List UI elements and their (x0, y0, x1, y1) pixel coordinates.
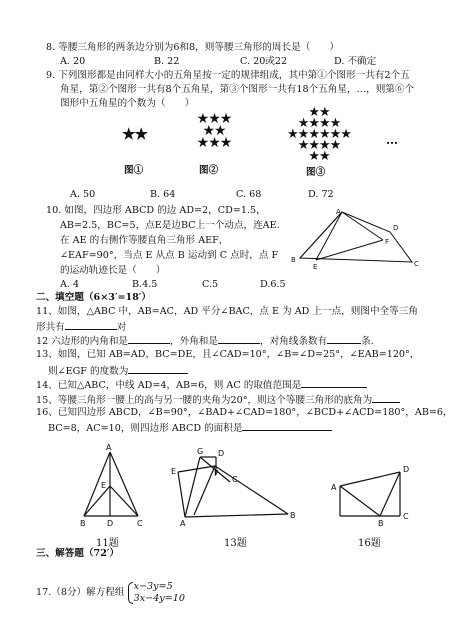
q10-point-d: D (393, 224, 399, 232)
q16-line2 (48, 421, 332, 435)
q13-answer-blank[interactable] (128, 364, 188, 374)
q13-line2 (48, 364, 188, 378)
fig11-caption: 11题 (96, 538, 119, 549)
q17-line (36, 580, 185, 606)
fig16-label-a: A (331, 483, 337, 492)
q10-line5: 的运动轨迹长是（ ） (60, 265, 166, 276)
q11-answer-blank[interactable] (65, 320, 117, 330)
q8-text: 8. 等腰三角形的两条边分别为6和8，则等腰三角形的周长是（ ） (46, 42, 340, 53)
q12-part-d: 条. (361, 336, 374, 347)
q16-line1: 16、已知四边形 ABCD，∠B=90°，∠BAD+∠CAD=180°，∠BCD+∠ACD=180°，AB=6， (36, 407, 453, 418)
fig16-label-d: D (403, 465, 410, 474)
q10-line3: 在 AE 的右侧作等腰直角三角形 AEF， (60, 235, 229, 246)
q10-option-a: A. 4 (60, 279, 80, 290)
q10-option-c: C.5 (202, 279, 219, 290)
q10-option-b: B.4.5 (132, 279, 158, 290)
q10-point-f: F (385, 238, 390, 246)
q8-option-b: B. 22 (154, 56, 180, 67)
q9-option-a: A. 50 (70, 189, 96, 200)
fig13-label-e: E (171, 467, 177, 476)
q15-answer-blank[interactable] (372, 393, 400, 403)
fig16-label-b: B (378, 519, 384, 528)
q12-part-c: ，对角线条数有 (259, 336, 328, 347)
q13-line2-text: 则∠EGF 的度数为 (48, 366, 129, 377)
fig13-label-c: C (232, 475, 238, 484)
q16-answer-blank[interactable] (242, 421, 332, 431)
fig16-caption: 16题 (358, 538, 381, 549)
q17-equation-2: 3x−4y=10 (133, 592, 185, 604)
q12-blank-1[interactable] (128, 334, 170, 344)
q9-option-c: C. 68 (236, 189, 262, 200)
q9-option-b: B. 64 (150, 189, 176, 200)
q17-equation-system (128, 581, 185, 605)
q9-line1: 9. 下列图形都是由同样大小的五角星按一定的规律组成，其中第①个图形一共有2个五 (46, 70, 410, 81)
q9-figure3-label: 图③ (306, 167, 326, 178)
fig11-label-b: B (80, 519, 86, 528)
fig13-label-f: F (214, 469, 219, 478)
q10-line2: AB=2.5，BC=5，点E是边BC上一个动点，连AE. (60, 220, 280, 231)
fig13-diagram (178, 457, 288, 517)
fig11-label-a: A (106, 443, 112, 452)
fig16-diagram (340, 472, 400, 516)
fig13-label-b: B (290, 511, 296, 520)
fig13-caption: 13题 (224, 538, 247, 549)
fig11-label-d: D (107, 519, 114, 528)
q12-blank-2[interactable] (218, 334, 260, 344)
q10-line4: ∠EAF=90°，当点 E 从点 B 运动到 C 点时，点 F (60, 250, 279, 261)
q11-line1: 11、如图，△ABC 中，AB=AC，AD 平分∠BAC，点 E 为 AD 上一点，则图中全等三角 (36, 306, 418, 317)
q9-option-d: D. 72 (308, 189, 334, 200)
q9-figure2-label: 图② (199, 165, 219, 176)
q10-point-a: A (336, 208, 341, 216)
q9-line2: 角星，第②个图形一共有8个五角星，第③个图形一共有18个五角星，…，则第⑥个 (60, 84, 415, 95)
fig11-label-c: C (137, 519, 143, 528)
section3-heading: 三、解答题（72′） (36, 548, 120, 559)
q11-line2-end: 对 (116, 322, 127, 333)
q9-line3: 图形中五角星的个数为（ ） (60, 98, 195, 109)
q12-part-b: ，外角和是 (170, 336, 218, 347)
q12-line (36, 334, 374, 348)
q8-option-c: C. 20或22 (240, 56, 288, 67)
q12-blank-3[interactable] (327, 334, 361, 344)
q9-figure1-stars: ★★ (122, 125, 147, 143)
q14-line (36, 378, 367, 392)
q12-part-a: 12 六边形的内角和是 (36, 336, 129, 347)
q11-line2 (36, 320, 126, 334)
fig13-label-d: D (218, 449, 225, 458)
fig13-label-g: G (197, 447, 204, 456)
q11-line2-start: 形共有 (36, 322, 65, 333)
q17-equation-1: x−3y=5 (133, 580, 173, 592)
q13-line1: 13、如图，已知 AB=AD，BC=DE，且∠CAD=10°，∠B=∠D=25°，∠EAB=120°， (36, 349, 420, 360)
q17-label: 17.（8分）解方程组 (36, 587, 125, 598)
q8-option-d: D. 不确定 (334, 56, 377, 67)
q15-line (36, 393, 400, 407)
fig16-label-c: C (403, 512, 409, 521)
fig11-label-e: E (101, 481, 107, 490)
q9-ellipsis: … (386, 133, 398, 147)
q10-option-d: D.6.5 (260, 279, 286, 290)
q9-figure2-stars: ★★★ ★★ ★★★ (196, 111, 232, 151)
q10-line1: 10. 如图，四边形 ABCD 的边 AD=2，CD=1.5， (46, 205, 266, 216)
q15-text: 15、等腰三角形一腰上的高与另一腰的夹角为20°，则这个等腰三角形的底角为 (36, 395, 373, 406)
q14-text: 14、已知△ABC，中线 AD=4，AB=6，则 AC 的取值范围是 (36, 380, 302, 391)
q16-line2-text: BC=8，AC=10，则四边形 ABCD 的面积是 (48, 423, 243, 434)
q14-answer-blank[interactable] (301, 378, 367, 388)
fig11-diagram (84, 452, 138, 516)
q10-point-b: B (291, 256, 296, 264)
q9-figure3-stars: ★★ ★★★★ ★★★★★★ ★★★★ ★★ (287, 105, 351, 164)
section2-heading: 二、填空题（6×3′=18′） (36, 292, 151, 303)
q9-figure1-label: 图① (124, 165, 144, 176)
q10-point-c: C (414, 260, 419, 268)
fig13-label-a: A (180, 519, 186, 528)
q10-point-e: E (313, 263, 318, 271)
q8-option-a: A. 20 (60, 56, 86, 67)
